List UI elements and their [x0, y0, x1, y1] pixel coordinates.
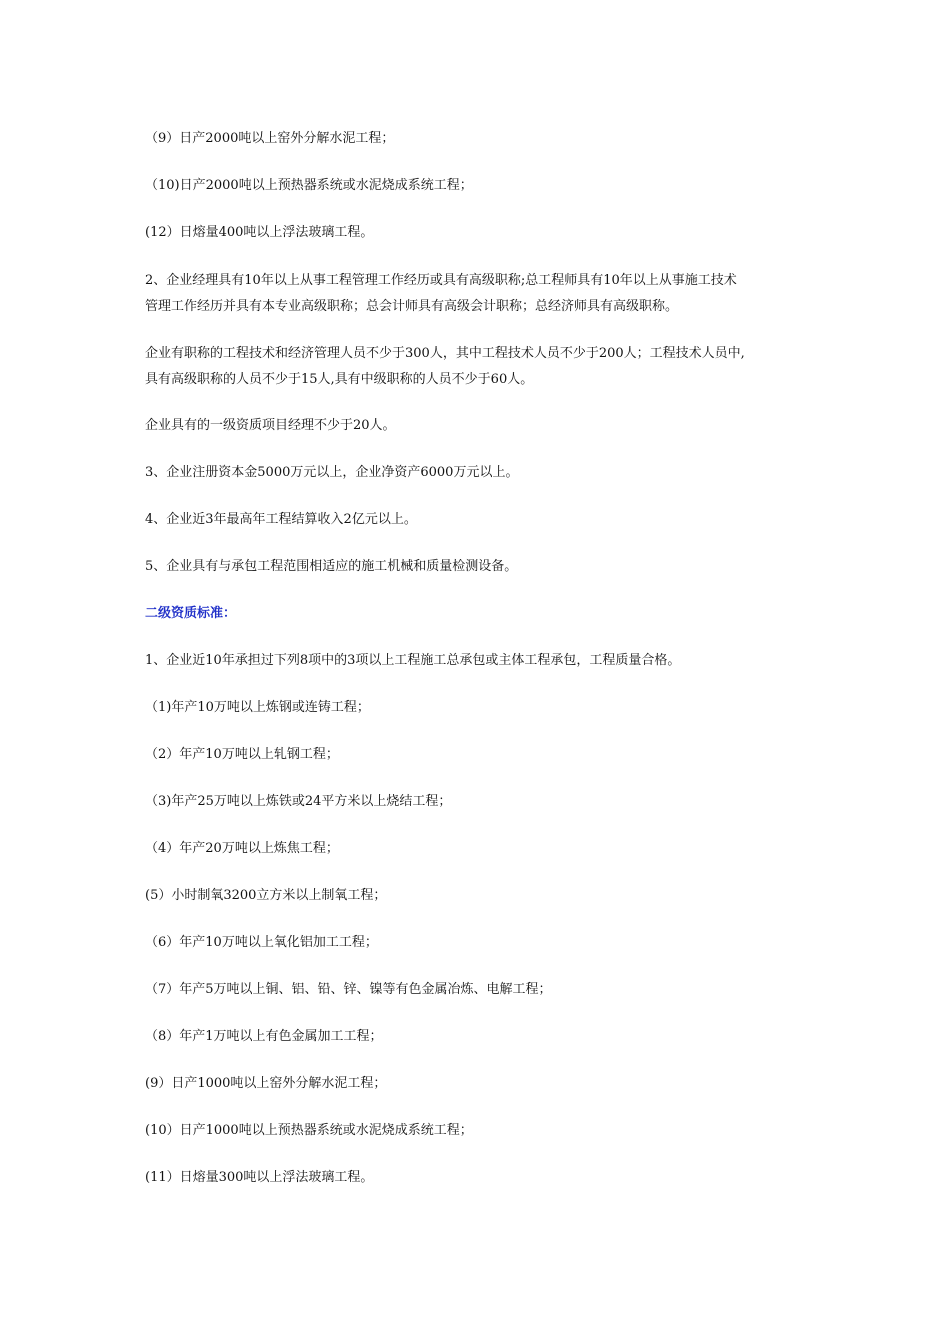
- list-item: （6）年产10万吨以上氧化铝加工工程；: [145, 935, 378, 950]
- paragraph-line: 5、企业具有与承包工程范围相适应的施工机械和质量检测设备。: [145, 559, 518, 574]
- paragraph-line: 管理工作经历并具有本专业高级职称；总会计师具有高级会计职称；总经济师具有高级职称。: [145, 299, 679, 314]
- list-item: （4）年产20万吨以上炼焦工程；: [145, 841, 339, 856]
- list-item: (10）日产1000吨以上预热器系统或水泥烧成系统工程；: [145, 1123, 473, 1138]
- list-item: （10)日产2000吨以上预热器系统或水泥烧成系统工程；: [145, 178, 473, 193]
- paragraph-line: 企业有职称的工程技术和经济管理人员不少于300人，其中工程技术人员不少于200人；工程技术人员中,: [145, 346, 745, 361]
- list-item: (11）日熔量300吨以上浮法玻璃工程。: [145, 1170, 374, 1185]
- list-item: （2）年产10万吨以上轧钢工程；: [145, 747, 339, 762]
- paragraph-line: 4、企业近3年最高年工程结算收入2亿元以上。: [145, 512, 417, 527]
- list-item: （9）日产2000吨以上窑外分解水泥工程；: [145, 131, 395, 146]
- list-item: (9）日产1000吨以上窑外分解水泥工程；: [145, 1076, 387, 1091]
- list-item: (5）小时制氧3200立方米以上制氧工程；: [145, 888, 387, 903]
- list-item: （7）年产5万吨以上铜、铝、铅、锌、镍等有色金属冶炼、电解工程；: [145, 982, 552, 997]
- list-item: （8）年产1万吨以上有色金属加工工程；: [145, 1029, 383, 1044]
- paragraph-line: 1、企业近10年承担过下列8项中的3项以上工程施工总承包或主体工程承包，工程质量合格。: [145, 653, 681, 668]
- paragraph-line: 3、企业注册资本金5000万元以上，企业净资产6000万元以上。: [145, 465, 519, 480]
- list-item: (12）日熔量400吨以上浮法玻璃工程。: [145, 225, 374, 240]
- section-heading: 二级资质标准：: [145, 606, 237, 621]
- paragraph-line: 具有高级职称的人员不少于15人,具有中级职称的人员不少于60人。: [145, 372, 534, 387]
- paragraph-line: 2、企业经理具有10年以上从事工程管理工作经历或具有高级职称;总工程师具有10年以上从事施工技术: [145, 273, 737, 288]
- list-item: （1)年产10万吨以上炼钢或连铸工程；: [145, 700, 370, 715]
- list-item: （3)年产25万吨以上炼铁或24平方米以上烧结工程；: [145, 794, 452, 809]
- paragraph-line: 企业具有的一级资质项目经理不少于20人。: [145, 418, 396, 433]
